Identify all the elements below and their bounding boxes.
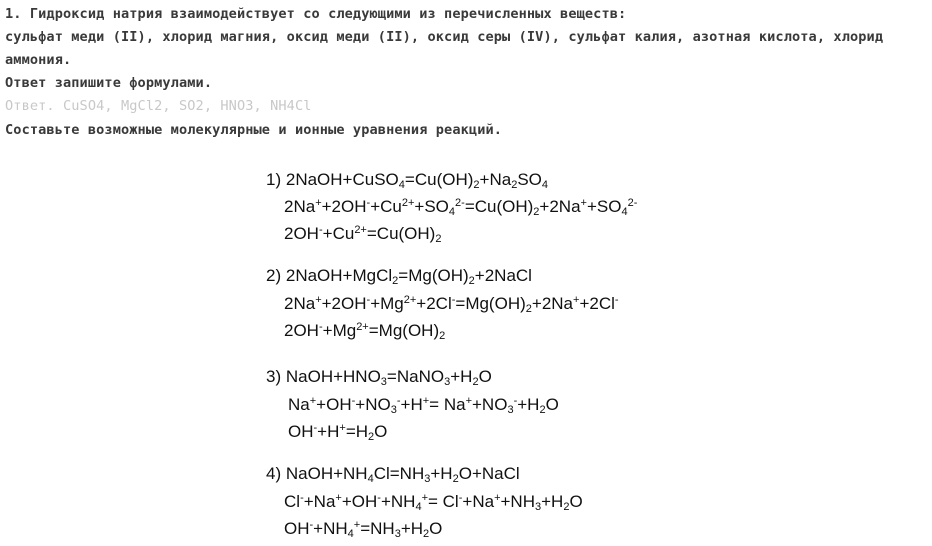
charge-superscript: - bbox=[377, 492, 381, 504]
subscript: 2 bbox=[439, 330, 446, 342]
formula-text: +H bbox=[317, 422, 340, 441]
subscript: 4 bbox=[398, 179, 405, 191]
formula-text: +NO bbox=[355, 395, 391, 414]
subscript: 2 bbox=[452, 473, 459, 485]
charge-superscript: - bbox=[300, 492, 304, 504]
subscript: 4 bbox=[621, 206, 628, 218]
charge-superscript: - bbox=[309, 519, 314, 531]
charge-superscript: + bbox=[315, 294, 322, 306]
task-line-3: аммония. bbox=[5, 52, 72, 68]
formula-text: O bbox=[374, 422, 388, 441]
task-line-1: 1. Гидроксид натрия взаимодействует со следующими из перечисленных веществ: bbox=[5, 6, 627, 22]
eq4-number: 4) bbox=[266, 464, 282, 483]
eq1-molecular bbox=[266, 170, 548, 190]
formula-text: = Na bbox=[429, 395, 466, 414]
charge-superscript: - bbox=[451, 294, 456, 306]
formula-text: 2OH bbox=[284, 321, 319, 340]
subscript: 2 bbox=[468, 275, 475, 287]
eq2-number: 2) bbox=[266, 266, 282, 285]
formula-text: 2Na bbox=[284, 197, 316, 216]
charge-superscript: 2+ bbox=[354, 224, 367, 236]
subscript: 4 bbox=[367, 473, 374, 485]
subscript: 2 bbox=[392, 275, 399, 287]
charge-superscript: - bbox=[513, 395, 518, 407]
eq4-short-ionic bbox=[284, 519, 442, 539]
subscript: 2 bbox=[563, 501, 570, 513]
charge-superscript: + bbox=[422, 395, 430, 407]
formula-text: +2Na bbox=[531, 294, 574, 313]
formula-text: +Mg bbox=[322, 321, 357, 340]
charge-superscript: - bbox=[313, 422, 318, 434]
subscript: 3 bbox=[534, 501, 542, 513]
eq2-short-ionic bbox=[284, 321, 445, 341]
charge-superscript: - bbox=[351, 395, 356, 407]
charge-superscript: - bbox=[366, 197, 371, 209]
formula-text: +Mg bbox=[370, 294, 404, 313]
charge-superscript: + bbox=[580, 197, 587, 209]
eq2-molecular bbox=[266, 266, 532, 286]
eq3-molecular-formula bbox=[286, 367, 492, 386]
eq1-molecular-formula bbox=[286, 170, 548, 189]
charge-superscript: + bbox=[465, 395, 472, 407]
task-line-4: Ответ запишите формулами. bbox=[5, 75, 213, 91]
eq2-full-ionic bbox=[284, 294, 619, 314]
subscript: 2 bbox=[423, 528, 430, 540]
subscript: 4 bbox=[415, 501, 422, 513]
formula-text: =Mg(OH) bbox=[455, 294, 526, 313]
eq3-number: 3) bbox=[266, 367, 282, 386]
formula-text: =Cu(OH) bbox=[464, 197, 534, 216]
subscript: 2 bbox=[473, 179, 480, 191]
formula-text: =H bbox=[345, 422, 369, 441]
formula-text: +SO bbox=[586, 197, 622, 216]
formula-text: OH bbox=[288, 422, 314, 441]
formula-text: SO bbox=[517, 170, 542, 189]
formula-text: O bbox=[478, 367, 492, 386]
eq4-molecular bbox=[266, 464, 520, 484]
formula-text: =Mg(OH) bbox=[398, 266, 469, 285]
charge-superscript: + bbox=[315, 197, 322, 209]
subscript: 2 bbox=[539, 404, 546, 416]
charge-superscript: - bbox=[458, 492, 463, 504]
formula-text: O bbox=[569, 492, 583, 511]
subscript: 2 bbox=[525, 303, 532, 315]
formula-text: Na bbox=[288, 395, 310, 414]
formula-text: +2OH bbox=[321, 197, 367, 216]
charge-superscript: + bbox=[309, 395, 317, 407]
formula-text: 2Na bbox=[284, 294, 316, 313]
subscript: 4 bbox=[448, 206, 456, 218]
charge-superscript: + bbox=[494, 492, 501, 504]
formula-text: +Na bbox=[479, 170, 512, 189]
subscript: 3 bbox=[507, 404, 514, 416]
formula-text: 2NaOH+CuSO bbox=[285, 170, 399, 189]
formula-text: +2Cl bbox=[579, 294, 615, 313]
subscript: 2 bbox=[533, 206, 540, 218]
eq3-molecular bbox=[266, 367, 492, 387]
formula-text: +2OH bbox=[321, 294, 367, 313]
formula-text: +H bbox=[450, 367, 473, 386]
charge-superscript: + bbox=[421, 492, 428, 504]
formula-text: +OH bbox=[316, 395, 352, 414]
formula-text: =NH bbox=[360, 519, 395, 538]
charge-superscript: 2- bbox=[627, 197, 638, 209]
formula-text: 2OH bbox=[284, 224, 319, 243]
formula-text: =NaNO bbox=[386, 367, 445, 386]
instruction-line: Составьте возможные молекулярные и ионные уравнения реакций. bbox=[5, 122, 503, 138]
formula-text: +H bbox=[400, 519, 424, 538]
formula-text: = Cl bbox=[428, 492, 459, 511]
subscript: 3 bbox=[444, 376, 451, 388]
eq3-full-ionic bbox=[288, 395, 559, 415]
eq1-number: 1) bbox=[266, 170, 282, 189]
subscript: 2 bbox=[368, 431, 375, 443]
formula-text: +NO bbox=[472, 395, 508, 414]
formula-text: =Mg(OH) bbox=[368, 321, 440, 340]
formula-text: O bbox=[545, 395, 559, 414]
formula-text: 2NaOH+MgCl bbox=[285, 266, 393, 285]
charge-superscript: + bbox=[353, 519, 361, 531]
subscript: 2 bbox=[472, 376, 479, 388]
formula-text: O bbox=[429, 519, 443, 538]
formula-text: +2NaCl bbox=[474, 266, 532, 285]
charge-superscript: - bbox=[366, 294, 371, 306]
charge-superscript: + bbox=[573, 294, 580, 306]
formula-text: +Na bbox=[462, 492, 495, 511]
subscript: 3 bbox=[390, 404, 397, 416]
formula-text: +NH bbox=[500, 492, 535, 511]
charge-superscript: 2- bbox=[455, 197, 465, 209]
charge-superscript: - bbox=[318, 224, 323, 236]
formula-text: +H bbox=[541, 492, 564, 511]
formula-text: +SO bbox=[414, 197, 449, 216]
formula-text: O+NaCl bbox=[458, 464, 520, 483]
formula-text: +2Na bbox=[539, 197, 581, 216]
charge-superscript: + bbox=[339, 422, 346, 434]
formula-text: +Cu bbox=[322, 224, 355, 243]
subscript: 3 bbox=[394, 528, 401, 540]
charge-superscript: 2+ bbox=[401, 197, 415, 209]
charge-superscript: 2+ bbox=[356, 321, 369, 333]
charge-superscript: - bbox=[318, 321, 323, 333]
charge-superscript: 2+ bbox=[403, 294, 417, 306]
formula-text: Cl=NH bbox=[373, 464, 425, 483]
subscript: 3 bbox=[380, 376, 387, 388]
subscript: 2 bbox=[511, 179, 518, 191]
formula-text: NaOH+HNO bbox=[285, 367, 381, 386]
subscript: 4 bbox=[541, 179, 548, 191]
charge-superscript: - bbox=[614, 294, 619, 306]
formula-text: +2Cl bbox=[416, 294, 452, 313]
subscript: 2 bbox=[435, 233, 442, 245]
eq1-short-ionic bbox=[284, 224, 441, 244]
charge-superscript: - bbox=[396, 395, 401, 407]
formula-text: +NH bbox=[380, 492, 416, 511]
task-line-2: сульфат меди (II), хлорид магния, оксид меди (II), оксид серы (IV), сульфат калия, азотная кислота, хлорид bbox=[5, 29, 884, 45]
formula-text: +NH bbox=[313, 519, 348, 538]
formula-text: OH bbox=[284, 519, 310, 538]
formula-text: +Cu bbox=[370, 197, 402, 216]
eq2-molecular-formula bbox=[286, 266, 532, 285]
eq1-full-ionic bbox=[284, 197, 637, 217]
subscript: 3 bbox=[424, 473, 431, 485]
formula-text: +OH bbox=[341, 492, 378, 511]
eq3-short-ionic bbox=[288, 422, 387, 442]
subscript: 4 bbox=[347, 528, 354, 540]
formula-text: NaOH+NH bbox=[285, 464, 368, 483]
formula-text: =Cu(OH) bbox=[366, 224, 436, 243]
eq4-full-ionic bbox=[284, 492, 583, 512]
charge-superscript: + bbox=[335, 492, 342, 504]
formula-text: +H bbox=[400, 395, 423, 414]
formula-text: Cl bbox=[284, 492, 301, 511]
formula-text: +H bbox=[517, 395, 540, 414]
eq4-molecular-formula bbox=[286, 464, 520, 483]
formula-text: +H bbox=[430, 464, 453, 483]
answer-line: Ответ. CuSO4, MgCl2, SO2, HNO3, NH4Cl bbox=[5, 98, 312, 114]
formula-text: +Na bbox=[303, 492, 336, 511]
formula-text: =Cu(OH) bbox=[404, 170, 474, 189]
